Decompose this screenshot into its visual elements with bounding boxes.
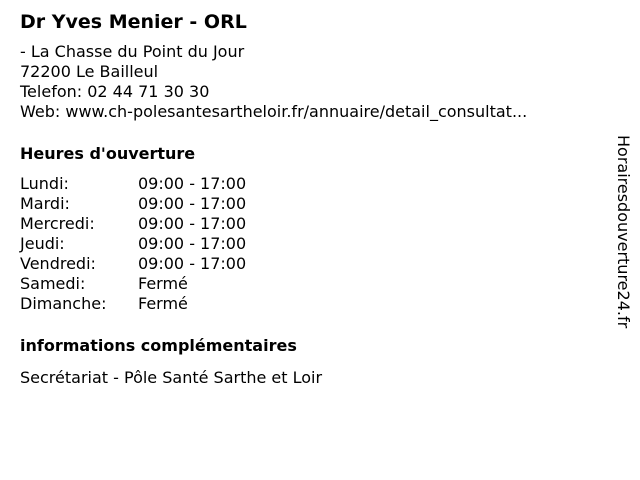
opening-hours-table (20, 174, 610, 314)
hours-row-wednesday (20, 214, 610, 234)
site-brand-vertical: Horairesdouverture24.fr (614, 135, 633, 329)
additional-info-text: Secrétariat - Pôle Santé Sarthe et Loir (20, 368, 323, 387)
hours-day: Vendredi: (20, 254, 96, 273)
additional-info-heading: informations complémentaires (20, 336, 297, 355)
address-line-2: 72200 Le Bailleul (20, 62, 159, 81)
hours-day: Samedi: (20, 274, 86, 293)
listing-content (20, 10, 610, 388)
opening-hours-heading: Heures d'ouverture (20, 144, 196, 163)
hours-day: Jeudi: (20, 234, 65, 253)
hours-row-tuesday (20, 194, 610, 214)
hours-row-thursday (20, 234, 610, 254)
hours-row-monday (20, 174, 610, 194)
page-title: Dr Yves Menier - ORL (20, 11, 247, 33)
hours-row-friday (20, 254, 610, 274)
hours-day: Mardi: (20, 194, 70, 213)
hours-row-sunday (20, 294, 610, 314)
hours-time: 09:00 - 17:00 (138, 234, 247, 253)
address-line-1: - La Chasse du Point du Jour (20, 42, 245, 61)
hours-time: 09:00 - 17:00 (138, 254, 247, 273)
hours-day: Mercredi: (20, 214, 95, 233)
hours-row-saturday (20, 274, 610, 294)
hours-time: Fermé (138, 274, 188, 293)
hours-time: 09:00 - 17:00 (138, 214, 247, 233)
hours-time: 09:00 - 17:00 (138, 174, 247, 193)
phone-line: Telefon: 02 44 71 30 30 (20, 82, 210, 101)
hours-day: Dimanche: (20, 294, 107, 313)
hours-time: 09:00 - 17:00 (138, 194, 247, 213)
hours-day: Lundi: (20, 174, 69, 193)
web-line: Web: www.ch-polesantesartheloir.fr/annuaire/detail_consultat... (20, 102, 528, 121)
hours-time: Fermé (138, 294, 188, 313)
